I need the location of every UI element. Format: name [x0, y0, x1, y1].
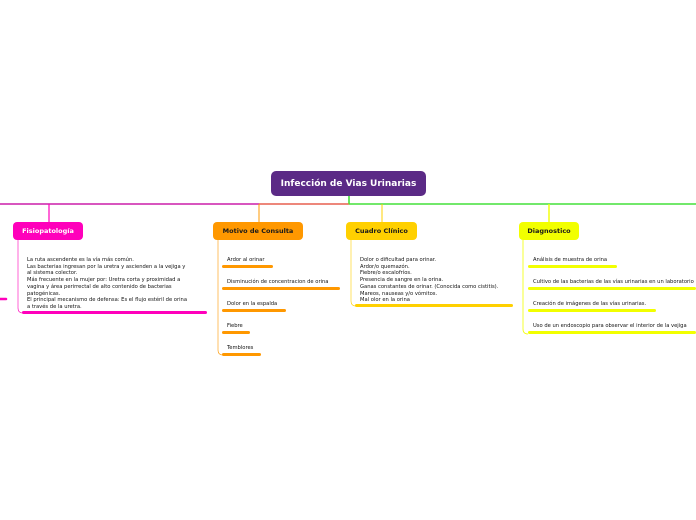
child-line-cuadro — [351, 240, 356, 306]
topic-motivo-de-consulta[interactable] — [213, 222, 303, 240]
text-line: Ganas constantes de orinar. (Conocida como cistitis). — [360, 283, 499, 290]
diagnostico-item-underline — [528, 265, 617, 268]
cuadro-clinico-underline — [355, 304, 513, 307]
diagnostico-item-underline — [528, 287, 696, 290]
motivo-item-underline — [222, 287, 340, 290]
motivo-item-fiebre[interactable]: Fiebre — [227, 323, 243, 329]
text-line: Dolor o dificultad para orinar. — [360, 257, 437, 263]
text-line: Presencia de sangre en la orina. — [360, 277, 444, 284]
motivo-item-underline — [222, 331, 250, 334]
text-line: Las bacterias ingresan por la uretra y ascienden a la vejiga y — [27, 263, 186, 270]
motivo-item-disminucion[interactable]: Disminución de concentracion de orina — [227, 279, 329, 285]
topic-fisiopatologia[interactable] — [13, 222, 83, 240]
text-line: Más frecuente en la mujer por: Uretra corta y proximidad a — [27, 277, 181, 284]
text-line: Mal olor en la orina — [360, 297, 410, 304]
diagnostico-item-underline — [528, 309, 656, 312]
text-line: al sistema colector. — [27, 270, 78, 277]
text-line: Mareos, nauseas y/o vómitos. — [360, 290, 438, 297]
topic-motivo-label: Motivo de Consulta — [222, 227, 294, 235]
topic-cuadro-clinico[interactable] — [346, 222, 417, 240]
diagnostico-item-endoscopio[interactable]: Uso de un endoscopio para observar el interior de la vejiga — [533, 323, 687, 329]
topic-diagnostico-label: Diagnostico — [527, 227, 571, 235]
diagnostico-item-imagenes[interactable]: Creación de imágenes de las vías urinarias. — [533, 301, 647, 307]
child-line-motivo — [218, 240, 223, 355]
motivo-item-temblores[interactable]: Temblores — [227, 345, 254, 351]
text-line: La ruta ascendente es la vía más común. — [27, 257, 134, 263]
topic-fisiopatologia-label: Fisiopatología — [22, 227, 74, 235]
text-line: patogénicas. — [27, 290, 61, 297]
text-line: El principal mecanismo de defensa: Es el flujo estéril de orina — [27, 297, 188, 304]
central-topic[interactable] — [271, 171, 426, 196]
topic-diagnostico[interactable] — [519, 222, 579, 240]
motivo-item-underline — [222, 353, 261, 356]
text-line: Ardor/o quemazón. — [360, 263, 410, 270]
diagnostico-item-cultivo[interactable]: Cultivo de las bacterias de las vías urinarias en un laboratorio — [533, 279, 694, 285]
text-line: vagina y área perirrectal de alto contenido de bacterias — [27, 283, 172, 290]
motivo-item-ardor[interactable]: Ardor al orinar — [227, 257, 265, 263]
motivo-item-underline — [222, 309, 286, 312]
child-line-fisio — [18, 240, 23, 313]
text-line: Fiebre/o escalofríos. — [360, 270, 412, 277]
motivo-item-underline — [222, 265, 273, 268]
diagnostico-item-analisis[interactable]: Análisis de muestra de orina — [533, 257, 608, 263]
topic-cuadro-label: Cuadro Clínico — [355, 227, 408, 235]
fisiopatologia-underline — [22, 311, 207, 314]
cuadro-clinico-text[interactable] — [360, 257, 498, 304]
diagnostico-item-underline — [528, 331, 696, 334]
text-line: a través de la uretra. — [27, 303, 82, 310]
motivo-item-dolor-espalda[interactable]: Dolor en la espalda — [227, 301, 278, 307]
central-topic-label: Infección de Vias Urinarias — [280, 178, 417, 189]
fisiopatologia-text[interactable] — [27, 257, 187, 311]
